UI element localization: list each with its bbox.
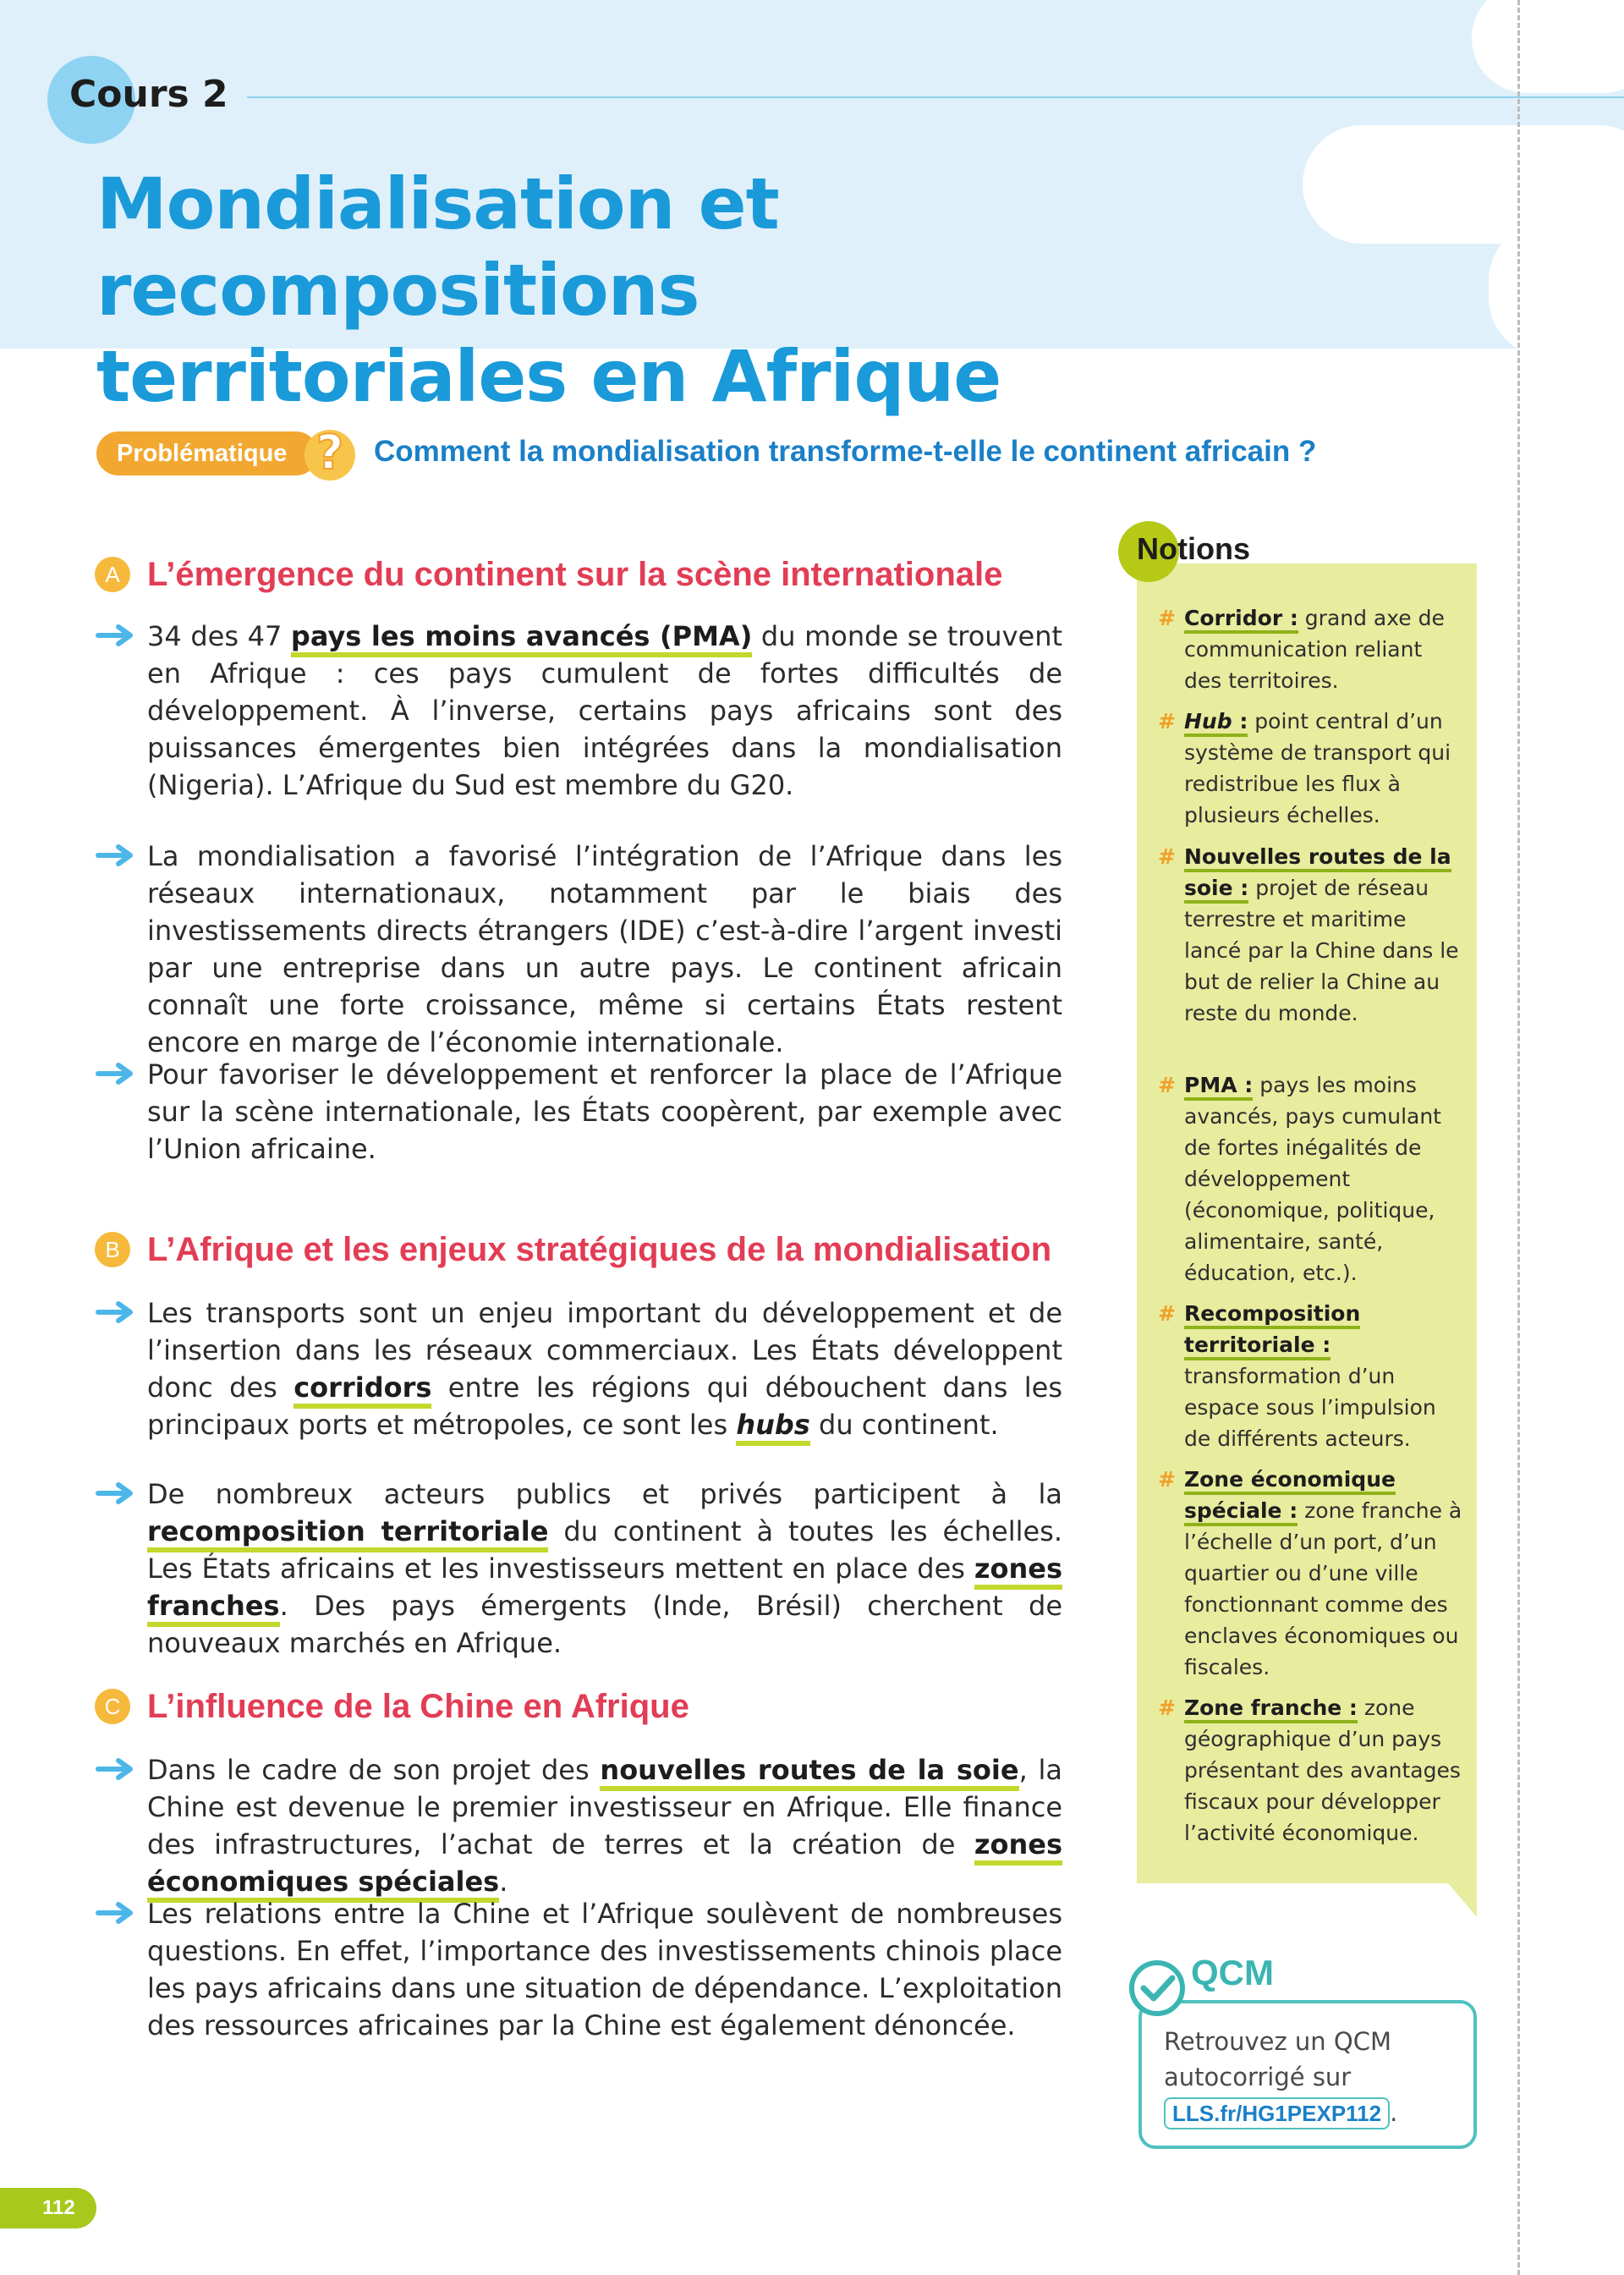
arrow-right-icon [95, 843, 137, 868]
section-letter-badge: A [95, 557, 130, 592]
header-cloud-shape [1489, 222, 1624, 357]
page-title-line1: Mondialisation et recompositions [96, 162, 779, 332]
notion-item: # Corridor : grand axe de communication reliant des territoires. [1160, 602, 1465, 696]
notion-item: # Nouvelles routes de la soie : projet de réseau terrestre et maritime lancé par la Chine dans le but de relier la Chine au reste du monde. [1160, 841, 1465, 1029]
arrow-right-icon [95, 623, 137, 648]
hash-bullet-icon: # [1158, 1467, 1176, 1492]
header-cloud-shape [1472, 0, 1624, 93]
paragraph: La mondialisation a favorisé l’intégration de l’Afrique dans les réseaux internationaux, notamment par le biais des investissements directs étrangers (IDE) c’est-à-dire l’argent investi par une entreprise dans un autre pays. Le continent africain connaît une forte croissance, même si certains États restent encore en marge de l’économie internationale. [147, 838, 1062, 1061]
notion-item: # PMA : pays les moins avancés, pays cumulant de fortes inégalités de développement (économique, politique, alimentaire, santé, éducation, etc.). [1160, 1069, 1465, 1289]
hash-bullet-icon: # [1158, 1695, 1176, 1720]
term-corridors: corridors [294, 1371, 431, 1409]
section-title: L’influence de la Chine en Afrique [147, 1688, 689, 1725]
header-rule [247, 96, 1624, 98]
arrow-right-icon [95, 1061, 137, 1086]
hash-bullet-icon: # [1158, 1301, 1176, 1326]
term-nouvelles-routes-de-la-soie: nouvelles routes de la soie [600, 1754, 1018, 1791]
notion-item: # Zone franche : zone géographique d’un pays présentant des avantages fiscaux pour développer l’activité économique. [1160, 1692, 1465, 1849]
qcm-link[interactable]: LLS.fr/HG1PEXP112 [1164, 2097, 1390, 2129]
hash-bullet-icon: # [1158, 1073, 1176, 1097]
notions-title: Notions [1137, 531, 1250, 566]
section-title: L’Afrique et les enjeux stratégiques de la mondialisation [147, 1231, 1052, 1268]
term-hubs: hubs [736, 1409, 810, 1446]
term-zones-economiques-speciales: zones économiques spéciales [147, 1828, 1062, 1903]
hash-bullet-icon: # [1158, 606, 1176, 630]
paragraph: 34 des 47 pays les moins avancés (PMA) du monde se trouvent en Afrique : ces pays cumulent de fortes difficultés de développement. À l’inverse, certains pays africains sont des puissances émergentes bien intégrées dans la mondialisation (Nigeria). L’Afrique du Sud est membre du G20. [147, 618, 1062, 804]
check-circle-icon [1123, 1954, 1191, 2022]
page-number: 112 [0, 2188, 96, 2228]
qcm-title: QCM [1191, 1953, 1274, 1992]
arrow-right-icon [95, 1300, 137, 1325]
problematique-pill: Problématique [96, 431, 318, 475]
qcm-text: Retrouvez un QCM autocorrigé sur LLS.fr/HG1PEXP112 . [1164, 2024, 1451, 2130]
page-title [96, 161, 1365, 420]
paragraph: Les transports sont un enjeu important du développement et de l’insertion dans les réseaux commerciaux. Les États développent donc des corridors entre les régions qui débouchent dans les principaux ports et métropoles, ce sont les hubs du continent. [147, 1294, 1062, 1443]
hash-bullet-icon: # [1158, 709, 1176, 734]
arrow-right-icon [95, 1756, 137, 1782]
section-letter-badge: C [95, 1689, 130, 1724]
paragraph: Dans le cadre de son projet des nouvelles routes de la soie, la Chine est devenue le premier investisseur en Afrique. Elle finance des infrastructures, l’achat de terres et la création de zones économiques spéciales. [147, 1751, 1062, 1900]
paragraph: Les relations entre la Chine et l’Afrique soulèvent de nombreuses questions. En effet, l’importance des investissements chinois place les pays africains dans une situation de dépendance. L’exploitation des ressources africaines par la Chine est également dénoncée. [147, 1895, 1062, 2044]
section-title: L’émergence du continent sur la scène internationale [147, 556, 1003, 593]
paragraph: De nombreux acteurs publics et privés participent à la recomposition territoriale du continent à toutes les échelles. Les États africains et les investisseurs mettent en place des zones franches. Des pays émergents (Inde, Brésil) cherchent de nouveaux marchés en Afrique. [147, 1475, 1062, 1662]
page-edge-dashed-line [1517, 0, 1520, 2275]
arrow-right-icon [95, 1481, 137, 1506]
term-recomposition-territoriale: recomposition territoriale [147, 1515, 548, 1552]
notion-item: # Zone économique spéciale : zone franche à l’échelle d’un port, d’un quartier ou d’une ville fonctionnant comme des enclaves économiques ou fiscales. [1160, 1464, 1465, 1683]
svg-text:?: ? [315, 426, 344, 481]
term-zones-franches: zones franches [147, 1552, 1062, 1627]
notion-item: # Hub : point central d’un système de transport qui redistribue les flux à plusieurs échelles. [1160, 706, 1465, 831]
paragraph: Pour favoriser le développement et renforcer la place de l’Afrique sur la scène internationale, les États coopèrent, par exemple avec l’Union africaine. [147, 1056, 1062, 1168]
section-letter-badge: B [95, 1232, 130, 1267]
question-mark-icon [303, 418, 357, 487]
cours-label: Cours 2 [69, 73, 228, 116]
notion-item: # Recomposition territoriale : transformation d’un espace sous l’impulsion de différents acteurs. [1160, 1298, 1465, 1454]
problematique-question: Comment la mondialisation transforme-t-elle le continent africain ? [374, 435, 1317, 468]
arrow-right-icon [95, 1900, 137, 1926]
hash-bullet-icon: # [1158, 844, 1176, 869]
page-title-line2: territoriales en Afrique [96, 335, 1001, 418]
term-pma: pays les moins avancés (PMA) [291, 620, 752, 657]
